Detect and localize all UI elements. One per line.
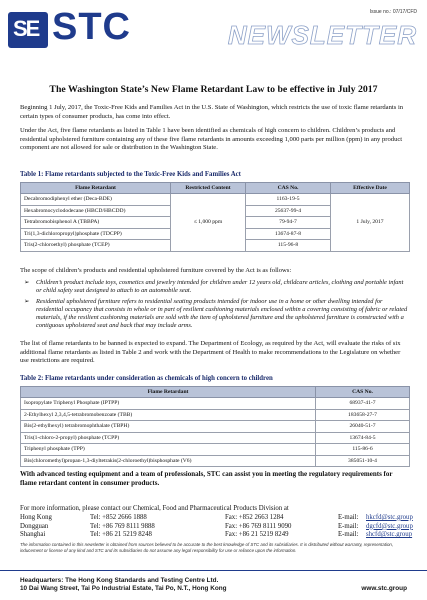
contact-email-label: E-mail: [338, 531, 359, 539]
issue-number: Issue no.: 07/17/CFD [369, 9, 417, 15]
contact-row [20, 531, 415, 540]
contact-city: Hong Kong [20, 513, 52, 521]
flame-retardant-name: Tri(1,3-dichloropropyl)phosphate (TDCPP) [21, 228, 171, 240]
arrow-bullet-icon: ➢ [24, 279, 30, 286]
footer [0, 562, 427, 600]
contact-email-label: E-mail: [338, 522, 359, 530]
contact-email-link[interactable]: dgcfd@stc.group [366, 522, 413, 530]
flame-retardant-name: Bis(2-ethylhexyl) tetrabromophthalate (TBPH) [21, 421, 316, 433]
list-item [24, 279, 408, 296]
cas-number: 1163-19-5 [246, 194, 331, 206]
table1-header: Effective Date [331, 183, 410, 194]
cas-number: 25637-99-4 [246, 205, 331, 217]
contact-email-link[interactable]: shcfd@stc.group [366, 531, 413, 539]
flame-retardant-name: Tris(2-chloroethyl) phosphate (TCEP) [21, 240, 171, 252]
contact-fax: Fax: +86 769 8111 9090 [225, 522, 292, 530]
contact-row [20, 523, 415, 532]
contact-block [20, 505, 415, 540]
list-item-text: Residential upholstered furniture refers to residential seating products intended for indoor use in a home or other dwelling intended for residential occupancy that consists in whole or in part of resilient cushioning materials enclosed within a covering consisting of fabric or related materials, if the resilient cushioning materials are sold with the item of upholstered furniture and the upholstered furniture is constructed with a contiguous upholstered seat and back that may include arms. [36, 297, 408, 330]
flame-retardant-name: Decabromodiphenyl ether (Deca-BDE) [21, 194, 171, 206]
arrow-bullet-icon: ➢ [24, 297, 30, 305]
expansion-paragraph: The list of flame retardants to be banned is expected to expand. The Department of Ecology, as required by the Act, will evaluate the risks of six additional flame retardants as listed in Table 2 and work with the Department of Health to make recommendations to the Legislature on whether use restrictions are required. [20, 340, 401, 365]
table-row [21, 444, 410, 456]
contact-email-label: E-mail: [338, 513, 359, 521]
logo-text: STC [52, 6, 131, 48]
intro-paragraph: Beginning 1 July, 2017, the Toxic-Free Kids and Families Act in the U.S. State of Washington, which restricts the use of toxic flame retardants in certain types of consumer products, has come into effect. [20, 104, 404, 120]
contact-city: Dongguan [20, 522, 49, 530]
cas-number: 13674-84-5 [316, 432, 410, 444]
criteria-paragraph: Under the Act, five flame retardants as listed in Table 1 have been identified as chemicals of high concern to children. Children’s products and residential upholstered furniture containing any of these five flame retardants in amounts exceeding 1,000 parts per million (ppm) in any product component are not allowed for sale or distribution in the Washington State. [20, 127, 403, 152]
footer-address [20, 577, 227, 593]
cas-number: 115-96-8 [246, 240, 331, 252]
contact-email-link[interactable]: hkcfd@stc.group [366, 513, 413, 521]
table-row [21, 398, 410, 410]
table2-header: CAS No. [316, 387, 410, 398]
table-row [21, 421, 410, 433]
flame-retardant-name: Bis(chloromethyl)propan-1,3-diyltetrakis(2-chloroethyl)bisphosphate (V6) [21, 455, 316, 467]
footer-divider [0, 570, 427, 571]
contact-tel: Tel: +86 769 8111 9888 [90, 522, 155, 530]
table1 [20, 182, 410, 252]
cas-number: 115-86-6 [316, 444, 410, 456]
table2-header: Flame Retardant [21, 387, 316, 398]
cas-number: 26040-51-7 [316, 421, 410, 433]
newsletter-banner: NEWSLETTER [227, 20, 417, 50]
footer-hq: Headquarters: The Hong Kong Standards and Testing Centre Ltd. [20, 577, 219, 584]
flame-retardant-name: Hexabromocyclododecane (HBCD/HBCDD) [21, 205, 171, 217]
header [0, 0, 427, 60]
table1-header: CAS No. [246, 183, 331, 194]
disclaimer: The information contained in this newsletter is obtained from sources believed to be accurate to the best knowledge of STC and its subsidiaries. It is distributed without warranty, representation, inducement or license of any kind and STC and its subsidiaries do not assume any legal responsibility for use or reliance upon the information. [20, 542, 394, 553]
contact-fax: Fax: +86 21 5219 8249 [225, 531, 289, 539]
logo-glyph: SE [13, 16, 39, 41]
contact-city: Shanghai [20, 531, 46, 539]
article-title: The Washington State’s New Flame Retardant Law to be effective in July 2017 [49, 84, 378, 95]
flame-retardant-name: Triphenyl phosphate (TPP) [21, 444, 316, 456]
website-link[interactable]: www.stc.group [361, 585, 407, 592]
table2 [20, 386, 410, 467]
scope-paragraph: The scope of children’s products and residential upholstered furniture covered by the Act is as follows: [20, 267, 292, 274]
flame-retardant-name: 2-Ethylhexyl 2,3,4,5-tetrabromobenzoate (TBB) [21, 409, 316, 421]
contact-tel: Tel: +86 21 5219 8248 [90, 531, 152, 539]
footer-street: 10 Dai Wang Street, Tai Po Industrial Estate, Tai Po, N.T., Hong Kong [20, 585, 227, 592]
table-row [21, 455, 410, 467]
effective-date: 1 July, 2017 [331, 194, 410, 252]
cas-number: 13674-87-8 [246, 228, 331, 240]
table-row [21, 409, 410, 421]
logo-mark [8, 12, 48, 48]
list-item [24, 298, 408, 331]
flame-retardant-name: Isopropylate Triphenyl Phosphate (IPTPP) [21, 398, 316, 410]
contact-tel: Tel: +852 2666 1888 [90, 513, 147, 521]
cas-number: 183658-27-7 [316, 409, 410, 421]
cas-number: 79-94-7 [246, 217, 331, 229]
contact-fax: Fax: +852 2663 1284 [225, 513, 284, 521]
table1-caption: Table 1: Flame retardants subjected to the Toxic-Free Kids and Families Act [20, 171, 241, 178]
table1-header: Restricted Content [171, 183, 246, 194]
table-row [21, 432, 410, 444]
contact-row [20, 514, 415, 523]
contact-intro: For more information, please contact our Chemical, Food and Pharmaceutical Products Division at [20, 505, 289, 512]
table2-caption: Table 2: Flame retardants under consideration as chemicals of high concern to children [20, 375, 273, 382]
flame-retardant-name: Tetrabromobisphenol A (TBBPA) [21, 217, 171, 229]
flame-retardant-name: Tris(1-chloro-2-propyl) phosphate (TCPP) [21, 432, 316, 444]
cas-number: 385051-10-4 [316, 455, 410, 467]
table-row [21, 194, 410, 206]
cas-number: 68937-41-7 [316, 398, 410, 410]
closing-statement: With advanced testing equipment and a team of professionals, STC can assist you in meeting the regulatory requirements for flame retardant content in consumer products. [20, 470, 393, 487]
table1-header: Flame Retardant [21, 183, 171, 194]
list-item-text: Children’s product include toys, cosmetics and jewelry intended for children under 12 years old, childcare articles, clothing and portable infant or child safety seat designed to attach to an automobile seat. [36, 279, 404, 295]
restricted-content: ≤ 1,000 ppm [171, 194, 246, 252]
scope-list [24, 279, 408, 333]
